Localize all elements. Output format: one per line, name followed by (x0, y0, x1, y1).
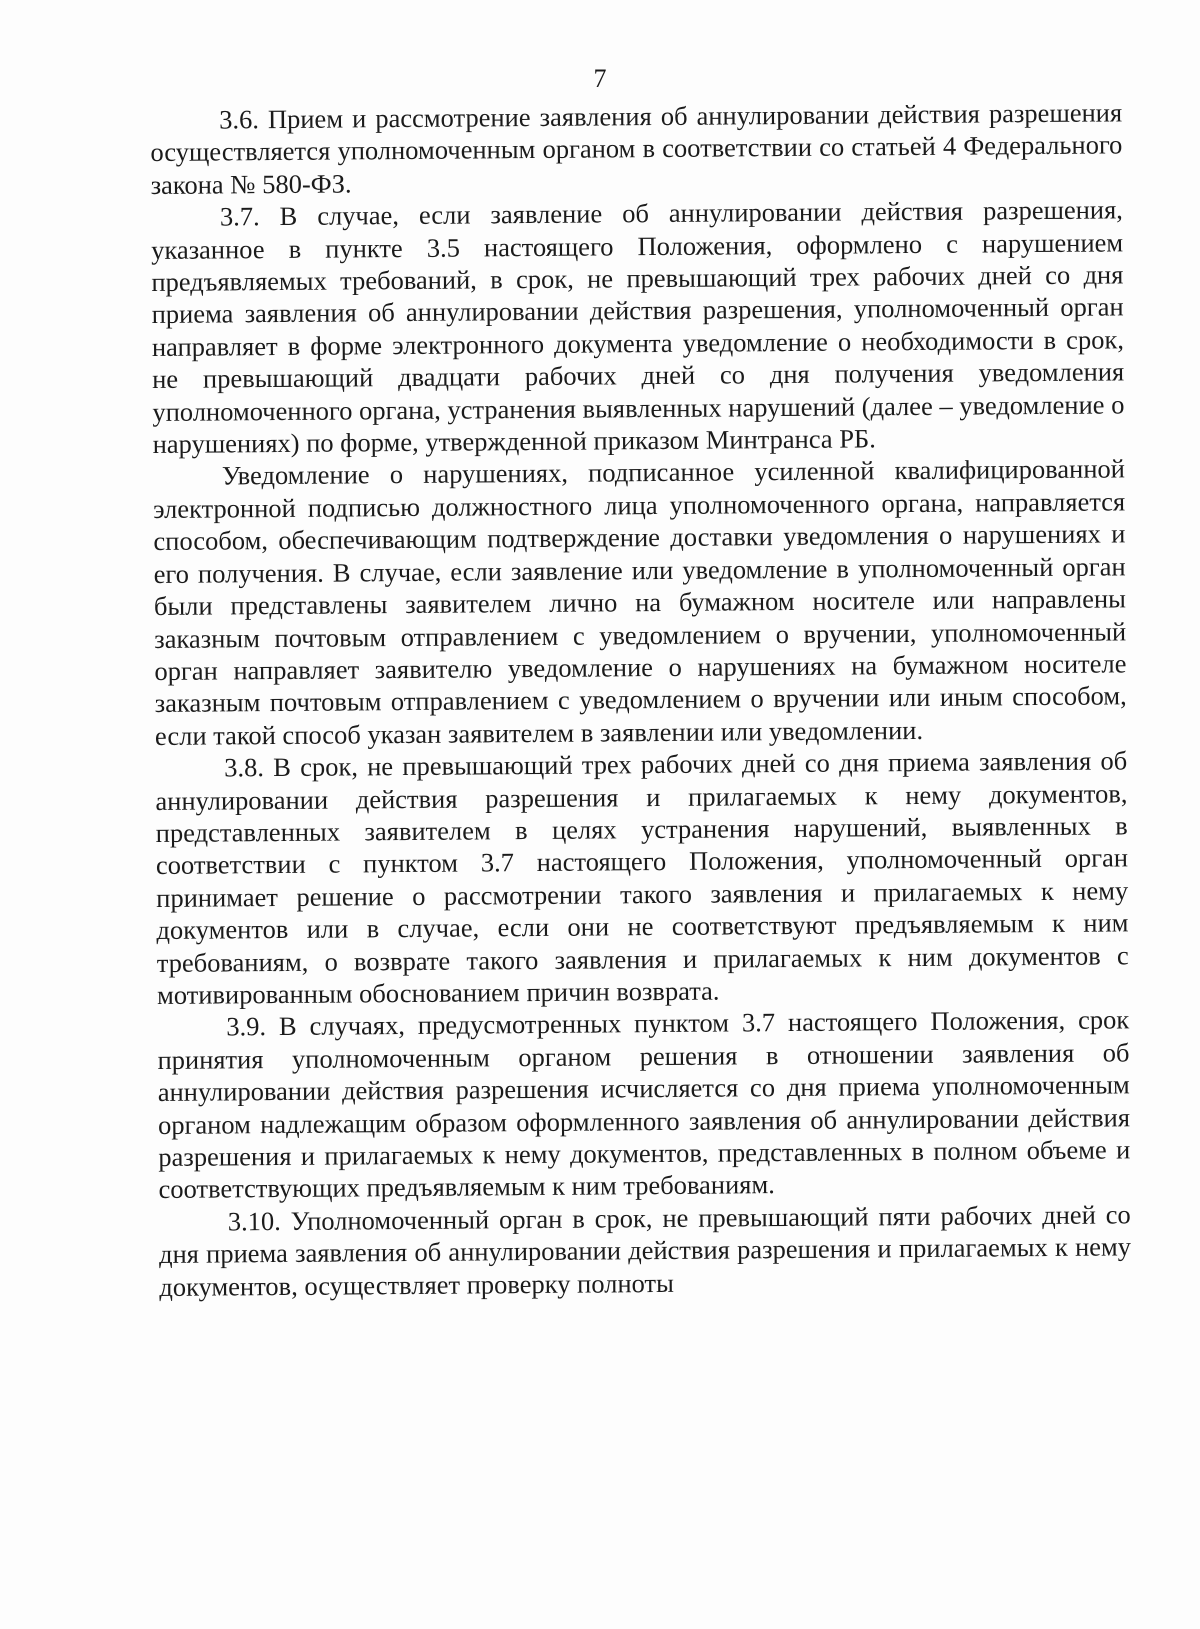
page-number: 7 (593, 64, 607, 93)
paragraph-3-9: 3.9. В случаях, предусмотренных пунктом 3.7 настоящего Положения, срок принятия уполномоченным органом решения в отношении заявления об аннулировании действия разрешения исчисляется со дня приема уполномоченным органом надлежащим образом оформленного заявления об аннулировании действия разрешения и прилагаемых к нему документов, представленных в полном объеме и соответствующих предъявляемым к ним требованиям. (157, 1004, 1131, 1205)
paragraph-3-7: 3.7. В случае, если заявление об аннулировании действия разрешения, указанное в пункте 3.5 настоящего Положения, оформлено с нарушением предъявляемых требований, в срок, не превышающий трех рабочих дней со дня приема заявления об аннулировании действия разрешения, уполномоченный орган направляет в форме электронного документа уведомление о необходимости в срок, не превышающий двадцати рабочих дней со дня получения уведомления уполномоченного органа, устранения выявленных нарушений (далее – уведомление о нарушениях) по форме, утвержденной приказом Минтранса РБ. (151, 194, 1125, 460)
paragraph-3-10: 3.10. Уполномоченный орган в срок, не превышающий пяти рабочих дней со дня приема заявления об аннулировании действия разрешения и прилагаемых к нему документов, осуществляет проверку полноты (158, 1199, 1132, 1302)
paragraph-3-8: 3.8. В срок, не превышающий трех рабочих дней со дня приема заявления об аннулировании действия разрешения и прилагаемых к нему документов, представленных заявителем в целях устранения нарушений, выявленных в соответствии с пунктом 3.7 настоящего Положения, уполномоченный орган принимает решение о рассмотрении такого заявления и прилагаемых к нему документов или в случае, если они не соответствуют предъявляемым к ним требованиям, о возврате такого заявления и прилагаемых к ним документов с мотивированным обоснованием причин возврата. (155, 745, 1129, 1010)
paragraph-3-6: 3.6. Прием и рассмотрение заявления об аннулировании действия разрешения осуществляется уполномоченным органом в соответствии со статьей 4 Федерального закона № 580-ФЗ. (150, 97, 1123, 200)
paragraph-violation-notice: Уведомление о нарушениях, подписанное усиленной квалифицированной электронной подписью должностного лица уполномоченного органа, направляется способом, обеспечивающим подтверждение доставки уведомления о нарушениях и его получения. В случае, если заявление или уведомление в уполномоченный орган были представлены заявителем лично на бумажном носителе или направлены заказным почтовым отправлением с уведомлением о вручении, уполномоченный орган направляет заявителю уведомление о нарушениях на бумажном носителе заказным почтовым отправлением с уведомлением о вручении или иным способом, если такой способ указан заявителем в заявлении или уведомлении. (153, 453, 1127, 751)
document-body (150, 96, 1131, 1303)
